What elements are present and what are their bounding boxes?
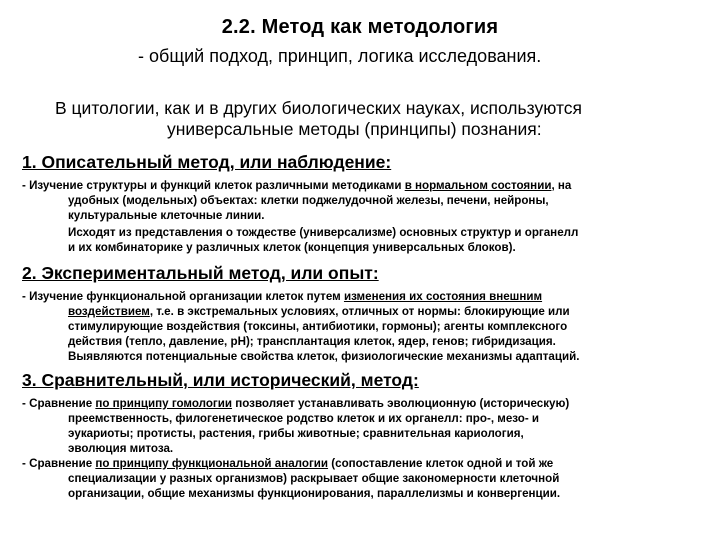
text-line: стимулирующие воздействия (токсины, антибиотики, гормоны); агенты комплексного xyxy=(68,320,568,333)
text-fragment: , на xyxy=(551,179,572,192)
text-line: Исходят из представления о тождестве (универсализме) основных структур и органелл xyxy=(68,226,579,239)
section-descriptive-method xyxy=(22,152,692,255)
intro-text xyxy=(55,98,695,140)
underlined-phrase: в нормальном состоянии xyxy=(404,179,552,192)
text-line: эволюция митоза. xyxy=(68,442,174,455)
section-1-paragraph-1 xyxy=(22,178,692,223)
underlined-phrase: по принципу функциональной аналогии xyxy=(95,457,329,470)
text-line: специализации у разных организмов) раскрывает общие закономерности клеточной xyxy=(68,472,560,485)
text-line: преемственность, филогенетическое родство клеток и их органелл: про-, мезо- и xyxy=(68,412,540,425)
intro-line-1: В цитологии, как и в других биологических науках, используются xyxy=(55,98,582,118)
section-comparative-method xyxy=(22,370,692,501)
text-line: Выявляются потенциальные свойства клеток, физиологические механизмы адаптаций. xyxy=(68,350,580,363)
section-2-heading: 2. Экспериментальный метод, или опыт: xyxy=(22,263,379,283)
section-3-paragraph-2 xyxy=(22,456,692,501)
text-line: и их комбинаторике у различных клеток (концепция универсальных блоков). xyxy=(68,241,516,254)
text-fragment: (сопоставление клеток одной и той же xyxy=(328,457,554,470)
section-1-paragraph-2 xyxy=(22,225,692,255)
section-2-paragraph xyxy=(22,289,692,364)
section-3-heading: 3. Сравнительный, или исторический, метод: xyxy=(22,370,419,390)
underlined-phrase: по принципу гомологии xyxy=(95,397,233,410)
text-fragment: - Сравнение xyxy=(22,397,96,410)
text-fragment: позволяет устанавливать эволюционную (историческую) xyxy=(232,397,570,410)
text-line: организации, общие механизмы функционирования, параллелизмы и конвергенции. xyxy=(68,487,561,500)
section-experimental-method xyxy=(22,263,692,364)
text-line: эукариоты; протисты, растения, грибы животные; сравнительная кариология, xyxy=(68,427,524,440)
section-3-paragraph-1 xyxy=(22,396,692,456)
text-line: культуральные клеточные линии. xyxy=(68,209,265,222)
text-line: удобных (модельных) объектах: клетки поджелудочной железы, печени, нейроны, xyxy=(68,194,549,207)
text-fragment: , т.е. в экстремальных условиях, отличных от нормы: блокирующие или xyxy=(149,305,570,318)
text-fragment: - Изучение структуры и функций клеток различными методиками xyxy=(22,179,405,192)
text-fragment: - Сравнение xyxy=(22,457,96,470)
intro-line-2: универсальные методы (принципы) познания: xyxy=(167,119,542,139)
section-1-heading: 1. Описательный метод, или наблюдение: xyxy=(22,152,392,172)
underlined-phrase: воздействием xyxy=(68,305,150,318)
text-fragment: - Изучение функциональной организации клеток путем xyxy=(22,290,344,303)
underlined-phrase: изменения их состояния внешним xyxy=(343,290,543,303)
text-line: действия (тепло, давление, рН); трансплантация клеток, ядер, генов; гибридизация. xyxy=(68,335,556,348)
slide-title: 2.2. Метод как методология xyxy=(221,16,499,38)
slide-subtitle: - общий подход, принцип, логика исследования. xyxy=(138,46,542,66)
